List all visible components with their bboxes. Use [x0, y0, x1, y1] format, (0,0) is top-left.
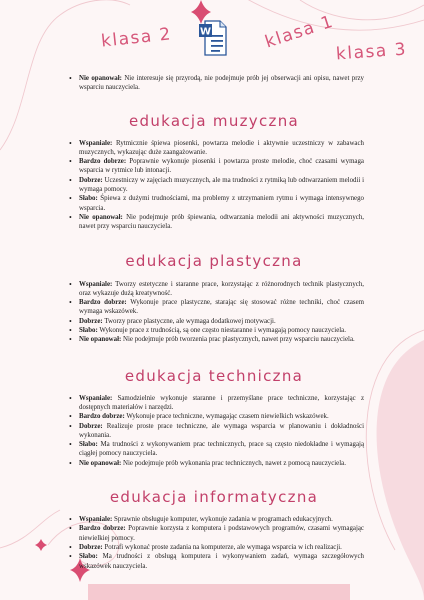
grade-label: Nie opanował:: [79, 459, 122, 467]
grade-list: [64, 515, 364, 571]
grade-description: Potrafi wykonać proste zadania na komputerze, ale wymaga wsparcia w ich realizacji.: [102, 543, 342, 551]
grade-description: Wykonuje prace plastyczne, starając się stosować różne techniki, choć czasem wymaga wskazówek.: [79, 299, 364, 316]
grade-label: Dobrze:: [79, 317, 103, 325]
grade-description: Tworzy prace plastyczne, ale wymaga dodatkowej motywacji.: [102, 317, 276, 325]
intro-list: [64, 74, 364, 93]
list-item: [79, 524, 364, 543]
grade-label: Nie opanował:: [79, 213, 123, 221]
list-item: [79, 440, 364, 459]
list-item: [79, 298, 364, 317]
grade-label: Bardzo dobrze:: [79, 299, 127, 307]
grade-label: Bardzo dobrze:: [79, 413, 125, 421]
header-label-klasa-2: klasa 2: [100, 24, 173, 52]
list-item: [79, 543, 364, 552]
grade-description: Nie podejmuje prób śpiewania, odtwarzania melodii ani aktywności muzycznych, nawet przy wsparciu nauczyciela.: [79, 213, 364, 231]
grade-label: Nie opanował:: [79, 336, 122, 344]
grade-list: [64, 139, 364, 232]
grade-label: Słabo:: [79, 327, 98, 335]
grade-description: Rytmicznie śpiewa piosenki, powtarza melodie i aktywnie uczestniczy w zabawach muzycznych, wykazując duże zaangażowanie.: [79, 139, 364, 156]
header-label-klasa-3: klasa 3: [335, 39, 408, 65]
grade-label: Słabo:: [79, 195, 98, 203]
grade-description: Ma trudności z wykonywaniem prac technicznych, prace są często niedokładne i wymagają ciągłej pomocy nauczyciela.: [79, 441, 364, 458]
grade-label: Nie opanował:: [79, 75, 122, 82]
grade-description: Poprawnie wykonuje piosenki i powtarza proste melodie, choć czasami wymaga wsparcia w rytmice lub intonacji.: [79, 158, 364, 175]
list-item: [79, 422, 364, 441]
section-title: edukacja plastyczna: [125, 251, 303, 270]
grade-description: Nie podejmuje prób wykonania prac technicznych, nawet z pomocą nauczyciela.: [121, 459, 346, 467]
list-item: [79, 394, 364, 413]
list-item: [79, 552, 364, 571]
grade-description: Sprawnie obsługuje komputer, wykonuje zadania w programach edukacyjnych.: [112, 516, 333, 524]
section-title: edukacja techniczna: [124, 366, 304, 385]
list-item: [79, 280, 364, 299]
grade-description: Poprawnie korzysta z komputera i podstawowych programów, czasami wymagając niewielkiej pomocy.: [79, 525, 364, 542]
list-item: [79, 139, 364, 158]
grade-label: Dobrze:: [79, 543, 103, 551]
list-item: [79, 515, 364, 524]
section-title: edukacja informatyczna: [109, 488, 319, 507]
list-item: [79, 317, 364, 326]
grade-description: Nie podejmuje prób tworzenia prac plastycznych, nawet przy wsparciu nauczyciela.: [121, 336, 355, 344]
grade-description: Wykonuje prace z trudnością, są one często niestaranne i wymagają pomocy nauczyciela.: [97, 327, 346, 335]
grade-label: Dobrze:: [79, 422, 103, 430]
grade-list: [64, 280, 364, 345]
list-item: [79, 459, 364, 468]
section-music: [64, 112, 364, 232]
grade-label: Bardzo dobrze:: [79, 158, 127, 166]
grade-label: Wspaniale:: [79, 516, 113, 524]
grade-description: Samodzielnie wykonuje staranne i przemyślane prace techniczne, korzystając z dostępnych materiałów i narzędzi.: [79, 394, 364, 411]
section-informatics: [64, 488, 364, 571]
content: [64, 74, 364, 571]
star-small-icon: [35, 539, 47, 551]
footer-bar: [88, 584, 350, 600]
bottom-left-curve: [0, 510, 60, 548]
word-icon-letter: W: [199, 26, 212, 38]
grade-label: Dobrze:: [79, 176, 103, 184]
grade-description: Uczestniczy w zajęciach muzycznych, ale ma trudności z rytmiką lub odtwarzaniem melodii i wymaga pomocy.: [79, 176, 364, 194]
section-technical: [64, 367, 364, 468]
list-item: [79, 412, 364, 421]
section-title: edukacja muzyczna: [128, 111, 300, 130]
grade-label: Wspaniale:: [79, 394, 113, 402]
grade-label: Wspaniale:: [79, 139, 113, 147]
grade-description: Nie interesuje się przyrodą, nie podejmuje prób jej obserwacji ani opisu, nawet przy wsparciu nauczyciela.: [79, 75, 364, 92]
grade-label: Wspaniale:: [79, 280, 113, 288]
section-art: [64, 252, 364, 345]
grade-description: Śpiewa z dużymi trudnościami, ma problemy z utrzymaniem rytmu i wymaga intensywnego wsparcia.: [79, 195, 364, 212]
list-item: [79, 74, 364, 93]
list-item: [79, 157, 364, 176]
grade-description: Wykonuje prace techniczne, wymagając czasem niewielkich wskazówek.: [124, 413, 329, 421]
grade-list: [64, 394, 364, 468]
list-item: [79, 176, 364, 195]
grade-description: Tworzy estetyczne i staranne prace, korzystając z różnorodnych technik plastycznych, oraz wykazuje dużą kreatywność.: [79, 280, 364, 297]
grade-label: Bardzo dobrze:: [79, 525, 126, 533]
grade-description: Realizuje proste prace techniczne, ale wymaga wsparcia w planowaniu i dokładności wykonania.: [79, 422, 364, 439]
list-item: [79, 194, 364, 213]
grade-label: Słabo:: [79, 441, 98, 449]
right-pink-blob: [377, 340, 424, 600]
list-item: [79, 213, 364, 232]
list-item: [79, 326, 364, 335]
header-label-klasa-1: klasa 1: [262, 11, 337, 53]
grade-label: Słabo:: [79, 553, 98, 561]
list-item: [79, 335, 364, 344]
grade-description: Ma trudności z obsługą komputera i wykonywaniem zadań, wymaga szczegółowych wskazówek nauczyciela.: [79, 553, 364, 570]
word-document-icon: [199, 20, 227, 56]
